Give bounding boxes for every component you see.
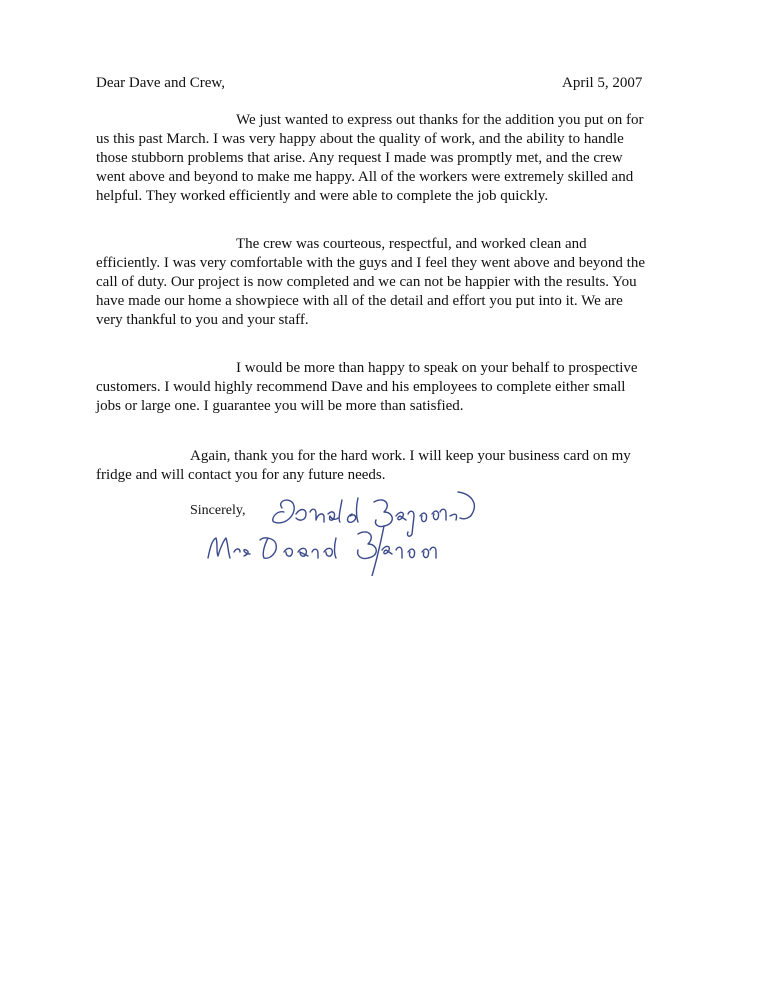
paragraph-2-text: The crew was courteous, respectful, and worked clean and efficiently. I was very comfortable with the guys and I feel they went above and beyond the call of duty. Our project is now completed and we can not be happier with the results. You have made our home a showpiece with all of the detail and effort you put into it. We are very thankful to you and your staff. (96, 236, 645, 328)
handwritten-signature (196, 486, 526, 576)
salutation: Dear Dave and Crew, (96, 75, 225, 91)
paragraph-4-text: Again, thank you for the hard work. I will keep your business card on my fridge and will contact you for any future needs. (96, 448, 631, 483)
paragraph-2 (96, 235, 648, 330)
paragraph-3 (96, 359, 648, 416)
paragraph-3-text: I would be more than happy to speak on your behalf to prospective customers. I would highly recommend Dave and his employees to complete either small jobs or large one. I guarantee you will be more than satisfied. (96, 360, 638, 414)
letter-date: April 5, 2007 (562, 75, 643, 91)
paragraph-1 (96, 111, 648, 206)
paragraph-4 (96, 447, 648, 485)
closing: Sincerely, (190, 503, 246, 518)
paragraph-1-text: We just wanted to express out thanks for the addition you put on for us this past March. I was very happy about the quality of work, and the ability to handle those stubborn problems that arise. Any request I made was promptly met, and the crew went above and beyond to make me happy. All of the workers were extremely skilled and helpful. They worked efficiently and were able to complete the job quickly. (96, 112, 644, 204)
